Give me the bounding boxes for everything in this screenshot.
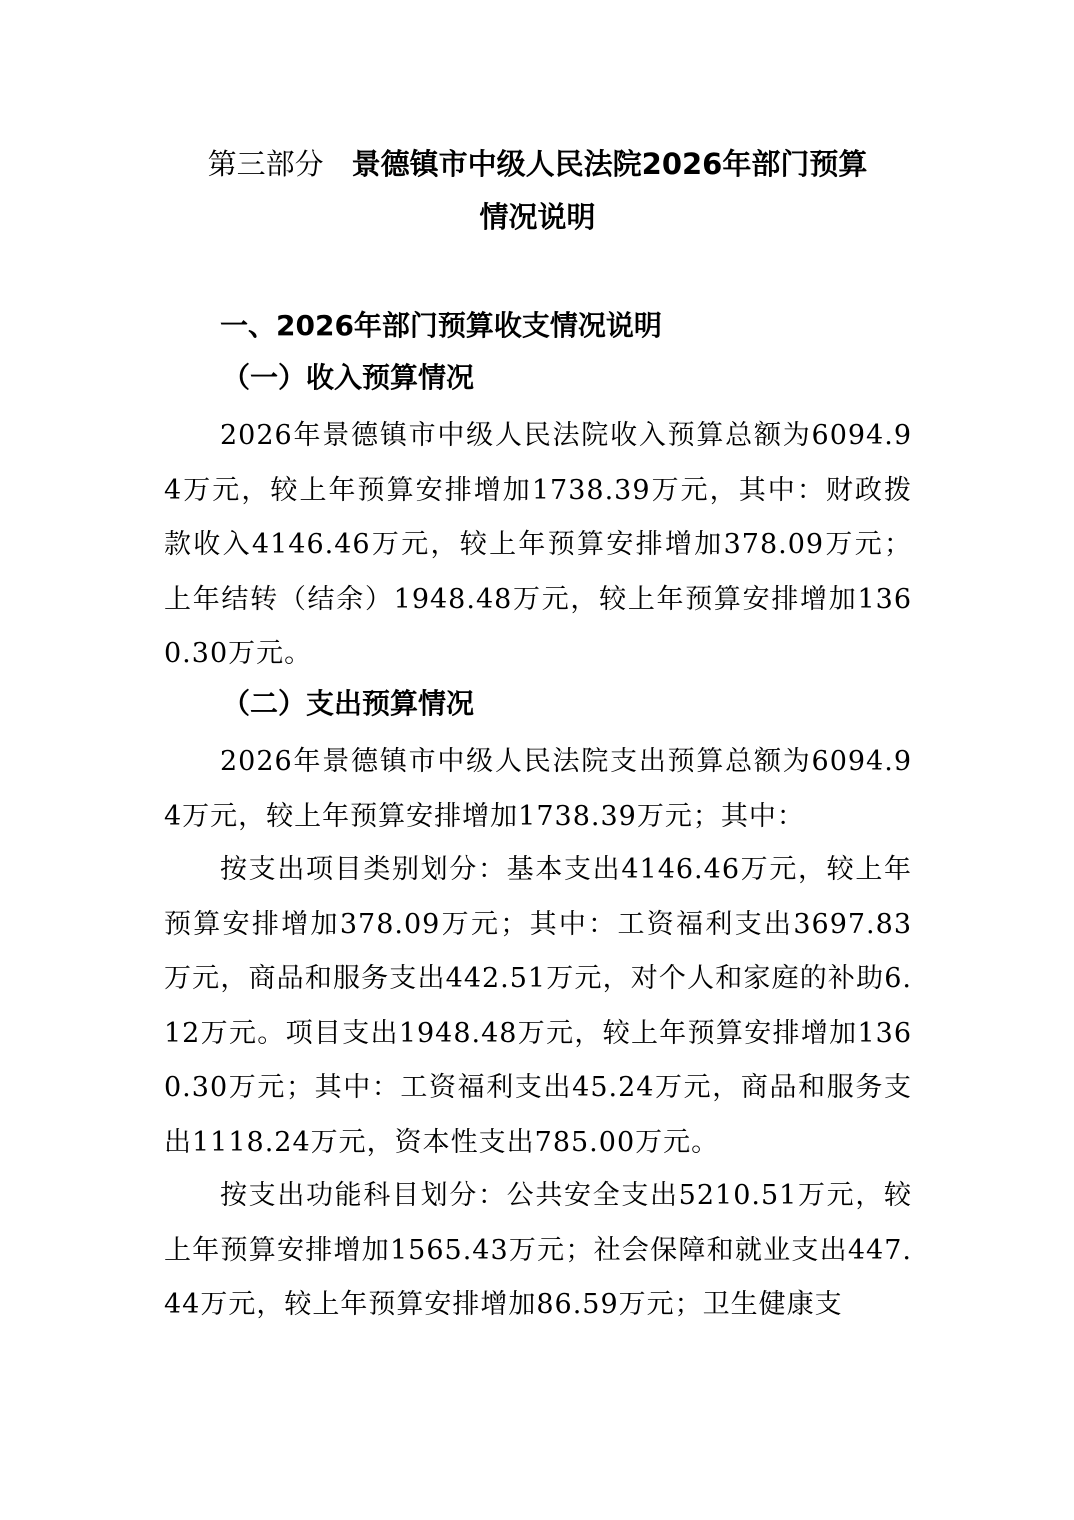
title-part-label: 第三部分 xyxy=(207,147,324,181)
paragraph-income-budget: 2026年景德镇市中级人民法院收入预算总额为6094.94万元，较上年预算安排增加1738.39万元，其中：财政拨款收入4146.46万元，较上年预算安排增加378.09万元；上年结转（结余）1948.48万元，较上年预算安排增加1360.30万元。 xyxy=(164,420,912,669)
paragraph-expense-by-function: 按支出功能科目划分：公共安全支出5210.51万元，较上年预算安排增加1565.43万元；社会保障和就业支出447.44万元，较上年预算安排增加86.59万元；卫生健康支 xyxy=(164,1180,912,1320)
subsection-heading-income: （一）收入预算情况 xyxy=(222,361,475,394)
subsection-heading-expense: （二）支出预算情况 xyxy=(222,687,475,720)
section-heading-budget: 一、2026年部门预算收支情况说明 xyxy=(220,309,662,342)
paragraph-expense-by-type: 按支出项目类别划分：基本支出4146.46万元，较上年预算安排增加378.09万元；其中：工资福利支出3697.83万元，商品和服务支出442.51万元，对个人和家庭的补助6.12万元。项目支出1948.48万元，较上年预算安排增加1360.30万元；其中：工资福利支出45.24万元，商品和服务支出1118.24万元，资本性支出785.00万元。 xyxy=(164,854,912,1158)
paragraph-expense-total: 2026年景德镇市中级人民法院支出预算总额为6094.94万元，较上年预算安排增加1738.39万元；其中： xyxy=(164,746,912,832)
title-main-text: 景德镇市中级人民法院2026年部门预算 xyxy=(351,147,868,181)
document-title-line-2: 情况说明 xyxy=(479,200,596,234)
document-title-line-1 xyxy=(164,146,911,182)
